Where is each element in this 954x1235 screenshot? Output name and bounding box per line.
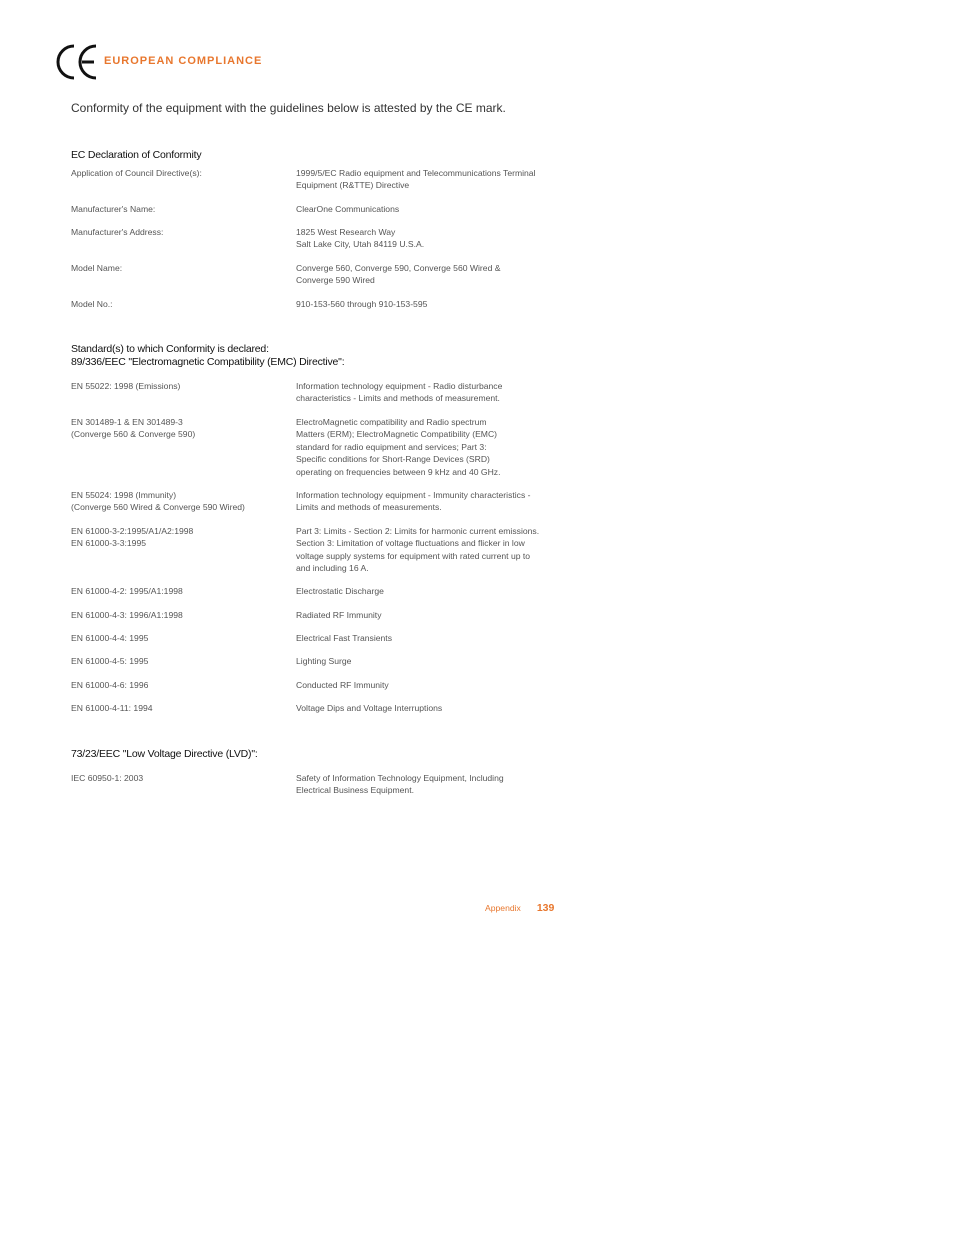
row-label	[71, 380, 291, 392]
label-line: Manufacturer's Address:	[71, 227, 164, 237]
ce-mark-icon	[54, 42, 100, 82]
label-line: EN 55022: 1998 (Emissions)	[71, 381, 181, 391]
section-heading: EUROPEAN COMPLIANCE	[104, 55, 263, 67]
value-line: Matters (ERM); ElectroMagnetic Compatibility (EMC)	[296, 429, 498, 440]
row-label	[71, 702, 291, 714]
label-line: EN 55024: 1998 (Immunity)	[71, 490, 177, 500]
value-line: Part 3: Limits - Section 2: Limits for harmonic current emissions.	[296, 526, 540, 536]
value-line: 1825 West Research Way	[296, 227, 396, 237]
page-number: 139	[536, 902, 555, 914]
label-line: EN 61000-4-6: 1996	[71, 680, 149, 690]
value-line: Section 3: Limitation of voltage fluctuations and flicker in low	[296, 538, 525, 549]
row-value	[296, 632, 561, 644]
ec-declaration-title: EC Declaration of Conformity	[71, 149, 202, 161]
label-line: (Converge 560 & Converge 590)	[71, 429, 196, 440]
value-line: Converge 560, Converge 590, Converge 560 Wired &	[296, 263, 501, 273]
emc-title-line-2: 89/336/EEC "Electromagnetic Compatibility (EMC) Directive":	[71, 356, 345, 368]
label-line: EN 301489-1 & EN 301489-3	[71, 417, 183, 427]
label-line: EN 61000-4-5: 1995	[71, 656, 149, 666]
value-line: Converge 590 Wired	[296, 275, 375, 286]
row-value	[296, 380, 561, 405]
value-line: Electrical Fast Transients	[296, 633, 392, 643]
row-label	[71, 772, 291, 784]
row-label	[71, 585, 291, 597]
value-line: Radiated RF Immunity	[296, 610, 382, 620]
emc-standards-title	[71, 343, 344, 369]
value-line: operating on frequencies between 9 kHz and 40 GHz.	[296, 466, 501, 477]
row-label	[71, 632, 291, 644]
row-label	[71, 416, 291, 441]
label-line: EN 61000-4-2: 1995/A1:1998	[71, 586, 183, 596]
label-line: EN 61000-4-11: 1994	[71, 703, 153, 713]
row-value	[296, 679, 561, 691]
row-label	[71, 203, 291, 215]
row-label	[71, 679, 291, 691]
value-line: ElectroMagnetic compatibility and Radio spectrum	[296, 417, 487, 427]
row-value	[296, 226, 561, 251]
value-line: ClearOne Communications	[296, 204, 400, 214]
row-label	[71, 489, 291, 514]
row-label	[71, 298, 291, 310]
value-line: Safety of Information Technology Equipment, Including	[296, 773, 504, 783]
value-line: Information technology equipment - Radio disturbance	[296, 381, 503, 391]
row-value	[296, 585, 561, 597]
value-line: Equipment (R&TTE) Directive	[296, 180, 410, 191]
label-line: Manufacturer's Name:	[71, 204, 156, 214]
label-line: EN 61000-4-4: 1995	[71, 633, 149, 643]
row-value	[296, 203, 561, 215]
value-line: Limits and methods of measurements.	[296, 502, 442, 513]
value-line: and including 16 A.	[296, 563, 369, 574]
label-line: EN 61000-4-3: 1996/A1:1998	[71, 610, 183, 620]
row-label	[71, 167, 291, 179]
row-value	[296, 416, 561, 478]
label-line: Model No.:	[71, 299, 113, 309]
row-value	[296, 702, 561, 714]
value-line: 910-153-560 through 910-153-595	[296, 299, 428, 309]
emc-title-line-1: Standard(s) to which Conformity is declared:	[71, 343, 269, 355]
row-value	[296, 655, 561, 667]
value-line: Electrostatic Discharge	[296, 586, 384, 596]
value-line: Specific conditions for Short-Range Devices (SRD)	[296, 454, 490, 465]
value-line: Salt Lake City, Utah 84119 U.S.A.	[296, 239, 425, 250]
row-value	[296, 167, 561, 192]
footer-section-label: Appendix	[485, 903, 521, 913]
label-line: Model Name:	[71, 263, 123, 273]
value-line: 1999/5/EC Radio equipment and Telecommunications Terminal	[296, 168, 536, 178]
row-value	[296, 525, 561, 575]
row-label	[71, 525, 291, 550]
label-line: IEC 60950-1: 2003	[71, 773, 144, 783]
row-label	[71, 655, 291, 667]
value-line: characteristics - Limits and methods of measurement.	[296, 393, 500, 404]
value-line: Electrical Business Equipment.	[296, 785, 414, 796]
value-line: Conducted RF Immunity	[296, 680, 389, 690]
row-value	[296, 772, 561, 797]
value-line: voltage supply systems for equipment with rated current up to	[296, 550, 531, 561]
row-value	[296, 298, 561, 310]
label-line: EN 61000-3-2:1995/A1/A2:1998	[71, 526, 194, 536]
label-line: Application of Council Directive(s):	[71, 168, 202, 178]
row-label	[71, 226, 291, 238]
row-label	[71, 609, 291, 621]
row-value	[296, 262, 561, 287]
intro-text: Conformity of the equipment with the guidelines below is attested by the CE mark.	[71, 101, 506, 115]
row-label	[71, 262, 291, 274]
value-line: Lighting Surge	[296, 656, 352, 666]
label-line: EN 61000-3-3:1995	[71, 538, 147, 549]
value-line: Voltage Dips and Voltage Interruptions	[296, 703, 443, 713]
lvd-title: 73/23/EEC "Low Voltage Directive (LVD)":	[71, 748, 258, 760]
value-line: Information technology equipment - Immunity characteristics -	[296, 490, 531, 500]
value-line: standard for radio equipment and services; Part 3:	[296, 441, 487, 452]
label-line: (Converge 560 Wired & Converge 590 Wired)	[71, 502, 245, 513]
row-value	[296, 489, 561, 514]
row-value	[296, 609, 561, 621]
page-header	[54, 42, 262, 82]
page-footer	[485, 902, 554, 914]
